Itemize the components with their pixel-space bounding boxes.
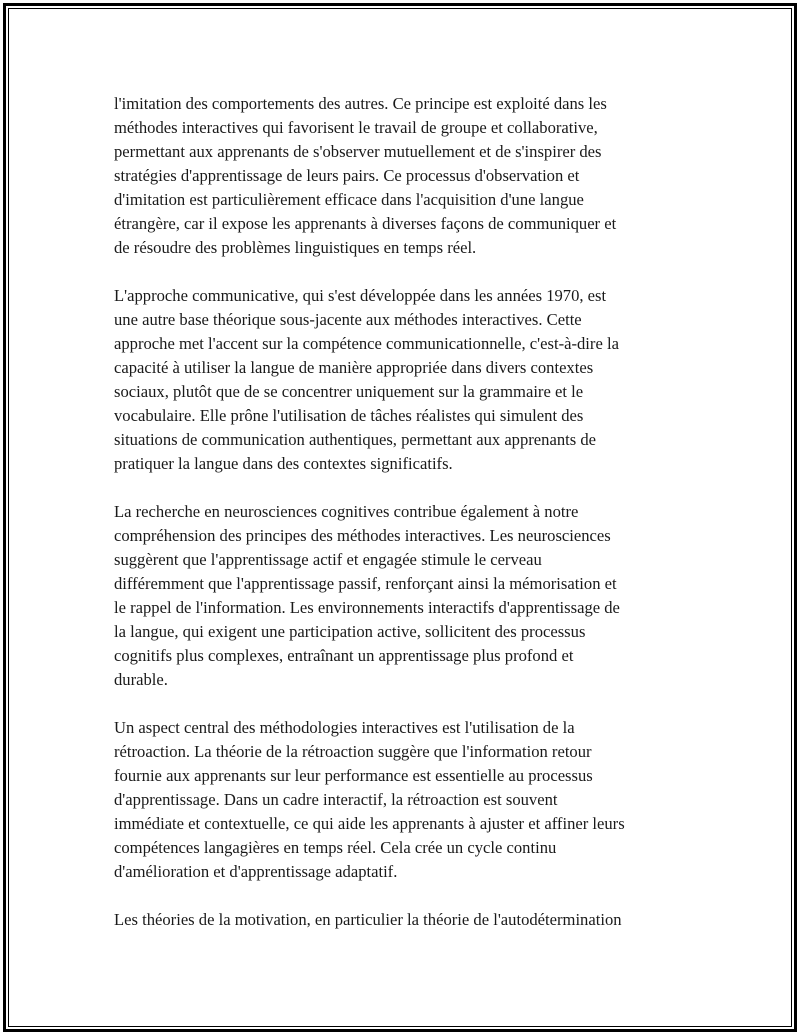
text-line: sociaux, plutôt que de se concentrer uniquement sur la grammaire et le [114,382,584,401]
paragraph-neurosciences [114,500,689,692]
text-line: vocabulaire. Elle prône l'utilisation de tâches réalistes qui simulent des [114,406,584,425]
text-line: pratiquer la langue dans des contextes significatifs. [114,454,453,473]
text-line: l'imitation des comportements des autres. Ce principe est exploité dans les [114,94,607,113]
text-line: méthodes interactives qui favorisent le travail de groupe et collaborative, [114,118,598,137]
text-line: fournie aux apprenants sur leur performance est essentielle au processus [114,766,593,785]
document-body [114,92,689,956]
text-line: approche met l'accent sur la compétence communicationnelle, c'est-à-dire la [114,334,619,353]
text-line: de résoudre des problèmes linguistiques en temps réel. [114,238,477,257]
text-line: suggèrent que l'apprentissage actif et engagée stimule le cerveau [114,550,542,569]
text-line: la langue, qui exigent une participation active, sollicitent des processus [114,622,586,641]
text-line: capacité à utiliser la langue de manière appropriée dans divers contextes [114,358,594,377]
text-line: Les théories de la motivation, en particulier la théorie de l'autodétermination [114,910,622,929]
text-line: différemment que l'apprentissage passif, renforçant ainsi la mémorisation et [114,574,617,593]
paragraph-communicative-approach [114,284,689,476]
text-line: stratégies d'apprentissage de leurs pairs. Ce processus d'observation et [114,166,580,185]
paragraph-feedback [114,716,689,884]
text-line: permettant aux apprenants de s'observer mutuellement et de s'inspirer des [114,142,602,161]
text-line: une autre base théorique sous-jacente aux méthodes interactives. Cette [114,310,582,329]
text-line: immédiate et contextuelle, ce qui aide les apprenants à ajuster et affiner leurs [114,814,625,833]
text-line: étrangère, car il expose les apprenants à diverses façons de communiquer et [114,214,617,233]
text-line: cognitifs plus complexes, entraînant un apprentissage plus profond et [114,646,574,665]
text-line: Un aspect central des méthodologies interactives est l'utilisation de la [114,718,575,737]
text-line: La recherche en neurosciences cognitives contribue également à notre [114,502,579,521]
text-line: d'amélioration et d'apprentissage adaptatif. [114,862,398,881]
text-line: rétroaction. La théorie de la rétroaction suggère que l'information retour [114,742,592,761]
paragraph-motivation [114,908,689,932]
text-line: d'imitation est particulièrement efficace dans l'acquisition d'une langue [114,190,584,209]
text-line: d'apprentissage. Dans un cadre interactif, la rétroaction est souvent [114,790,558,809]
text-line: compréhension des principes des méthodes interactives. Les neurosciences [114,526,611,545]
text-line: L'approche communicative, qui s'est développée dans les années 1970, est [114,286,607,305]
text-line: compétences langagières en temps réel. Cela crée un cycle continu [114,838,557,857]
text-line: le rappel de l'information. Les environnements interactifs d'apprentissage de [114,598,620,617]
text-line: durable. [114,670,168,689]
paragraph-imitation [114,92,689,260]
text-line: situations de communication authentiques, permettant aux apprenants de [114,430,597,449]
